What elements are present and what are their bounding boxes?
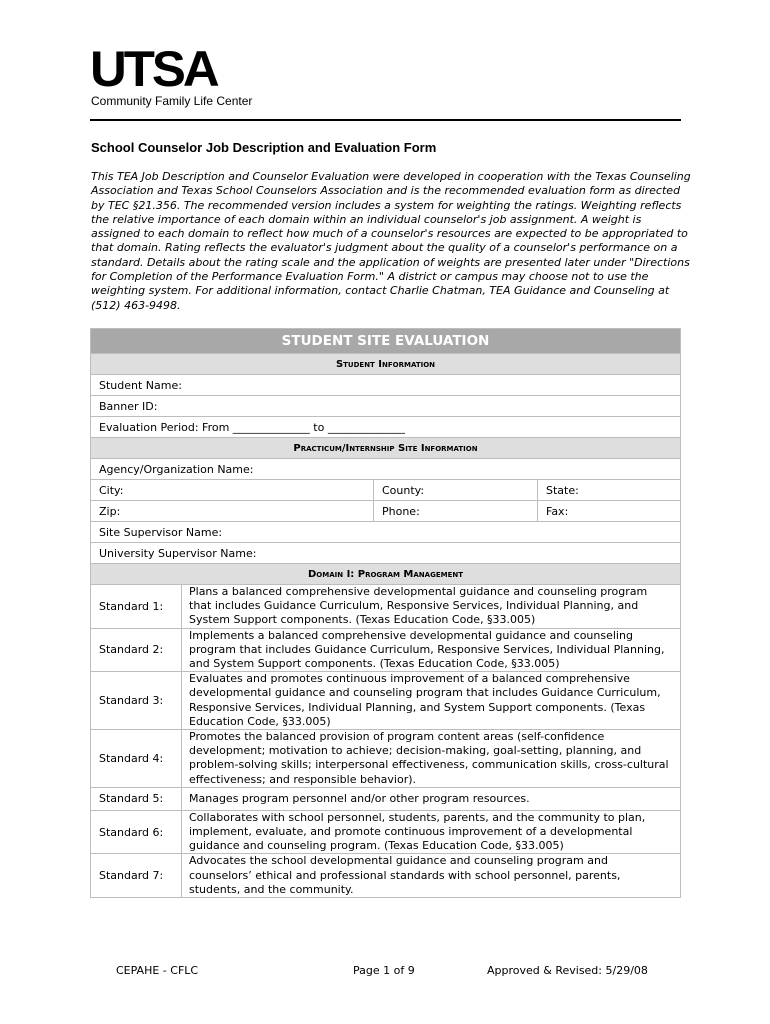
standard-row — [91, 787, 681, 810]
agency-row — [91, 459, 681, 480]
banner-id-field[interactable]: Banner ID: — [91, 396, 681, 417]
university-supervisor-row — [91, 543, 681, 564]
standard-row — [91, 730, 681, 788]
phone-field[interactable]: Phone: — [374, 501, 538, 522]
student-name-row — [91, 375, 681, 396]
footer-page-number: Page 1 of 9 — [353, 964, 415, 977]
standard-row — [91, 854, 681, 898]
standard-text: Manages program personnel and/or other program resources. — [182, 787, 681, 810]
standard-text: Collaborates with school personnel, students, parents, and the community to plan, implement, evaluate, and promote continuous improvement of a developmental guidance and counseling program. (Texas Education Code, §33.005) — [182, 810, 681, 854]
site-info-title: Practicum/Internship Site Information — [91, 438, 681, 459]
site-supervisor-field[interactable]: Site Supervisor Name: — [91, 522, 681, 543]
evaluation-period-field[interactable]: Evaluation Period: From ______________ to ______________ — [91, 417, 681, 438]
city-field[interactable]: City: — [91, 480, 374, 501]
student-name-field[interactable]: Student Name: — [91, 375, 681, 396]
standard-text: Plans a balanced comprehensive developmental guidance and counseling program that includes Guidance Curriculum, Responsive Services, Individual Planning, and System Support components. (Texas Education Code, §33.005) — [182, 585, 681, 629]
domain1-header — [91, 564, 681, 585]
student-info-title: Student Information — [91, 354, 681, 375]
standard-text: Implements a balanced comprehensive developmental guidance and counseling program that includes Guidance Curriculum, Responsive Services, Individual Planning, and System Support components. (Texas Education Code, §33.005) — [182, 628, 681, 672]
state-field[interactable]: State: — [538, 480, 681, 501]
evaluation-form-table — [90, 328, 681, 898]
evaluation-period-row — [91, 417, 681, 438]
standard-label: Standard 3: — [91, 672, 182, 730]
standard-row — [91, 672, 681, 730]
standard-label: Standard 1: — [91, 585, 182, 629]
form-main-header — [91, 329, 681, 354]
document-title: School Counselor Job Description and Evaluation Form — [91, 140, 437, 155]
footer-left: CEPAHE - CFLC — [116, 964, 199, 977]
standard-text: Promotes the balanced provision of program content areas (self-confidence development; motivation to achieve; decision-making, goal-setting, planning, and problem-solving skills; interpersonal effectiveness, communication skills, cross-cultural effectiveness; and responsible behavior). — [182, 730, 681, 788]
agency-field[interactable]: Agency/Organization Name: — [91, 459, 681, 480]
standard-text: Evaluates and promotes continuous improvement of a balanced comprehensive developmental guidance and counseling program that includes Guidance Curriculum, Responsive Services, Individual Planning, and System Support components. (Texas Education Code, §33.005) — [182, 672, 681, 730]
standard-label: Standard 4: — [91, 730, 182, 788]
county-field[interactable]: County: — [374, 480, 538, 501]
standard-label: Standard 7: — [91, 854, 182, 898]
fax-field[interactable]: Fax: — [538, 501, 681, 522]
zip-phone-fax-row — [91, 501, 681, 522]
intro-paragraph: This TEA Job Description and Counselor Evaluation were developed in cooperation with the Texas Counseling Association and Texas School Counselors Association and is the recommended evaluation form as directed by TEC §21.356. The recommended version includes a system for weighting the ratings. Weighting reflects the relative importance of each domain within an individual counselor's job assignment. A weight is assigned to each domain to reflect how much of a counselor's resources are expected to be appropriated to that domain. Rating reflects the evaluator's judgment about the quality of a counselor's performance on a standard. Details about the rating scale and the application of weights are presented later under "Directions for Completion of the Performance Evaluation Form." A district or campus may choose not to use the weighting system. For additional information, contact Charlie Chatman, TEA Guidance and Counseling at (512) 463-9498. — [91, 170, 691, 312]
standard-row — [91, 628, 681, 672]
standard-text: Advocates the school developmental guidance and counseling program and counselors’ ethical and professional standards with school personnel, parents, students, and the community. — [182, 854, 681, 898]
org-name: Community Family Life Center — [91, 94, 253, 108]
standard-row — [91, 585, 681, 629]
domain1-title: Domain I: Program Management — [91, 564, 681, 585]
form-main-title: STUDENT SITE EVALUATION — [91, 329, 681, 354]
site-supervisor-row — [91, 522, 681, 543]
site-info-header — [91, 438, 681, 459]
banner-id-row — [91, 396, 681, 417]
university-supervisor-field[interactable]: University Supervisor Name: — [91, 543, 681, 564]
footer-approved-date: Approved & Revised: 5/29/08 — [487, 964, 648, 977]
standard-label: Standard 2: — [91, 628, 182, 672]
standard-row — [91, 810, 681, 854]
standard-label: Standard 6: — [91, 810, 182, 854]
city-county-state-row — [91, 480, 681, 501]
zip-field[interactable]: Zip: — [91, 501, 374, 522]
standard-label: Standard 5: — [91, 787, 182, 810]
utsa-logo: UTSA — [90, 41, 217, 97]
header-divider — [90, 119, 681, 121]
student-info-header — [91, 354, 681, 375]
